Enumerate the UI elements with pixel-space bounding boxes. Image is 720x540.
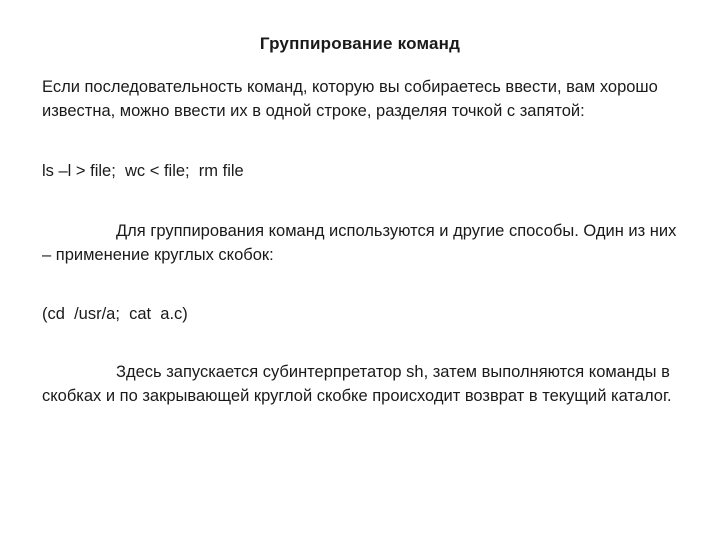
command-example-sequence: ls –l > file; wc < file; rm file	[42, 162, 244, 180]
slide-title: Группирование команд	[259, 34, 461, 53]
command-example-subshell: (cd /usr/a; cat a.c)	[42, 305, 188, 323]
intro-paragraph: Если последовательность команд, которую вы собираетесь ввести, вам хорошо известна, можно ввести их в одной строке, разделяя точкой с запятой:	[42, 78, 658, 120]
grouping-paragraph: Для группирования команд используются и другие способы. Один из них – применение круглых скобок:	[42, 222, 677, 264]
slide-content	[42, 75, 682, 408]
subshell-explanation-paragraph: Здесь запускается субинтерпретатор sh, затем выполняются команды в скобках и по закрывающей круглой скобке происходит возврат в текущий каталог.	[42, 363, 672, 405]
